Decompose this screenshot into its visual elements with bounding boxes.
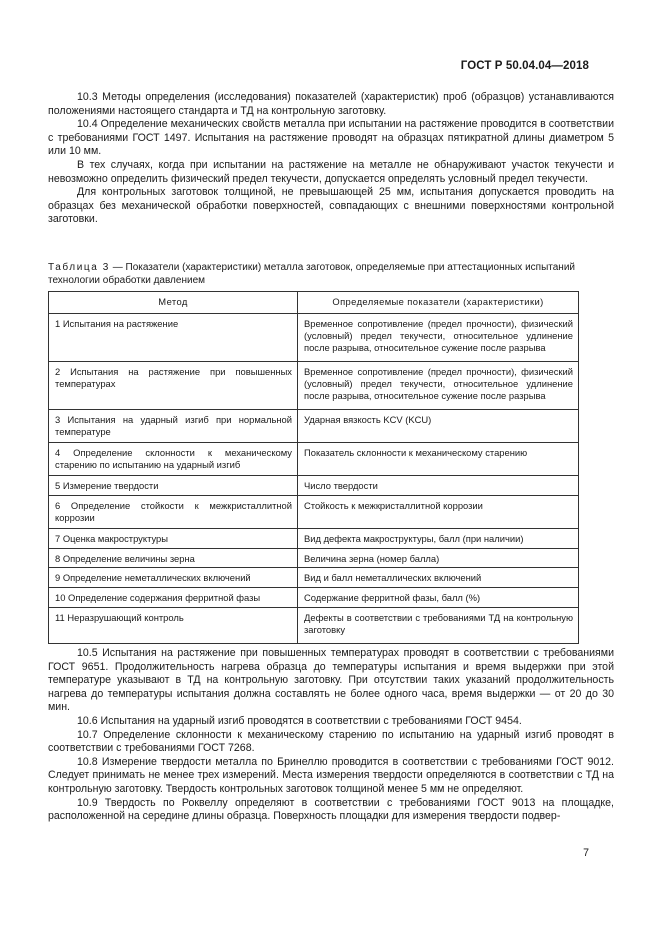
table-caption-label: Таблица 3 [48,262,110,273]
table-header-row [49,292,579,314]
paragraph-10-8: 10.8 Измерение твердости металла по Бринеллю проводится в соответствии с требованиями ГОСТ 9012. Следует принимать не менее трех измерений. Места измерения твердости определяются в соответствии с ТД на контрольную заготовку. Твердость контрольных заготовок толщиной менее 5 мм не определяют. [48,755,614,795]
page-number: 7 [583,847,589,859]
table-row [49,607,579,643]
table-row [49,528,579,548]
method-cell: 7 Оценка макроструктуры [49,528,298,548]
paragraph-10-9: 10.9 Твердость по Роквеллу определяют в соответствии с требованиями ГОСТ 9013 на площадке, расположенной на середине длины образца. Поверхность площадки для измерения твердости подвер- [48,796,614,823]
method-cell: 5 Измерение твердости [49,476,298,496]
table-caption [48,262,614,287]
indicators-table [48,291,579,644]
table-row [49,568,579,588]
table-row [49,548,579,568]
table-caption-text: — Показатели (характеристики) металла заготовок, определяемые при аттестационных испытаний технологии обработки давлением [48,262,575,286]
indicator-cell: Содержание ферритной фазы, балл (%) [298,588,579,608]
top-text-section [48,91,614,227]
indicator-cell: Число твердости [298,476,579,496]
paragraph-thickness-note: Для контрольных заготовок толщиной, не превышающей 25 мм, испытания допускается проводить на образцах без механической обработки поверхностей, совпадающих с внешними поверхностями контрольной заготовки. [48,186,614,226]
indicator-cell: Временное сопротивление (предел прочности), физический (условный) предел текучести, относительное удлинение после разрыва, относительное сужение после разрыва [298,314,579,362]
indicator-cell: Временное сопротивление (предел прочности), физический (условный) предел текучести, относительное удлинение после разрыва, относительное сужение после разрыва [298,362,579,410]
method-cell: 11 Неразрушающий контроль [49,607,298,643]
method-cell: 1 Испытания на растяжение [49,314,298,362]
document-code: ГОСТ Р 50.04.04—2018 [460,60,589,72]
column-header-method: Метод [49,292,298,314]
paragraph-10-6: 10.6 Испытания на ударный изгиб проводятся в соответствии с требованиями ГОСТ 9454. [77,714,522,727]
method-cell: 10 Определение содержания ферритной фазы [49,588,298,608]
paragraph-yield-note: В тех случаях, когда при испытании на растяжение на металле не обнаруживают участок текучести и невозможно определить физический предел текучести, допускается определять условный предел текучести. [48,158,614,185]
bottom-text-section [48,647,614,824]
table-row [49,362,579,410]
table-row [49,314,579,362]
table-row [49,588,579,608]
method-cell: 4 Определение склонности к механическому старению по испытанию на ударный изгиб [49,443,298,476]
indicator-cell: Дефекты в соответствии с требованиями ТД на контрольную заготовку [298,607,579,643]
method-cell: 6 Определение стойкости к межкристаллитной коррозии [49,495,298,528]
table-row [49,443,579,476]
paragraph-10-5: 10.5 Испытания на растяжение при повышенных температурах проводят в соответствии с требованиями ГОСТ 9651. Продолжительность нагрева образца до температуры испытания и время выдержки при этой температуре указывают в ТД на контрольную заготовку. При отсутствии таких указаний продолжительность нагрева до температуры испытания должна составлять не более одного часа, время выдержки — от 20 до 30 мин. [48,647,614,714]
table-row [49,410,579,443]
paragraph-10-4: 10.4 Определение механических свойств металла при испытании на растяжение проводится в соответствии с требованиями ГОСТ 1497. Испытания на растяжение проводят на образцах пятикратной длины диаметром 5 или 10 мм. [48,118,614,158]
method-cell: 2 Испытания на растяжение при повышенных температурах [49,362,298,410]
indicator-cell: Показатель склонности к механическому старению [298,443,579,476]
paragraph-10-3: 10.3 Методы определения (исследования) показателей (характеристик) проб (образцов) устанавливаются положениями настоящего стандарта и ТД на контрольную заготовку. [48,91,614,117]
column-header-indicators: Определяемые показатели (характеристики) [298,292,579,314]
table-row [49,495,579,528]
table-row [49,476,579,496]
method-cell: 8 Определение величины зерна [49,548,298,568]
indicator-cell: Вид дефекта макроструктуры, балл (при наличии) [298,528,579,548]
indicator-cell: Величина зерна (номер балла) [298,548,579,568]
paragraph-10-7: 10.7 Определение склонности к механическому старению по испытанию на ударный изгиб проводят в соответствии с требованиями ГОСТ 7268. [48,728,614,755]
indicator-cell: Ударная вязкость KCV (KCU) [298,410,579,443]
indicator-cell: Стойкость к межкристаллитной коррозии [298,495,579,528]
indicator-cell: Вид и балл неметаллических включений [298,568,579,588]
method-cell: 3 Испытания на ударный изгиб при нормальной температуре [49,410,298,443]
method-cell: 9 Определение неметаллических включений [49,568,298,588]
